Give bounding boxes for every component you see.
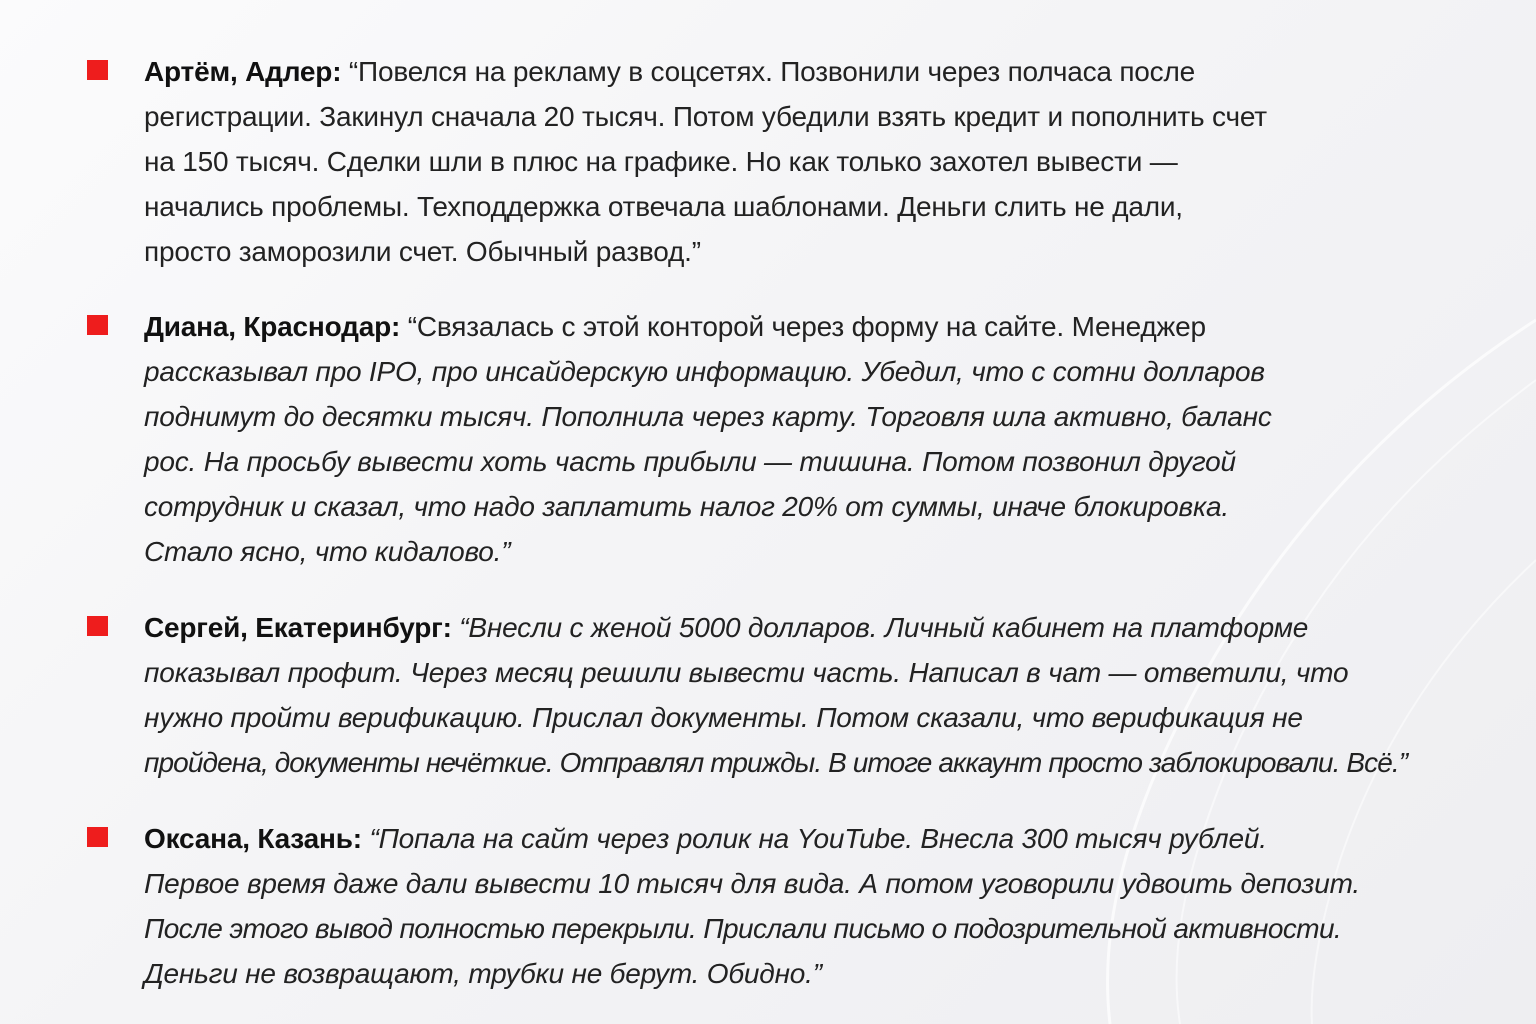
review-quote: “Попала на сайт через ролик на YouTube. Внесла 300 тысяч рублей. <box>369 823 1267 854</box>
review-text <box>144 605 1408 785</box>
review-line: пройдена, документы нечёткие. Отправлял трижды. В итоге аккаунт просто заблокировали. Всё.” <box>144 747 1408 778</box>
review-line: Стало ясно, что кидалово.” <box>144 536 511 567</box>
review-line: сотрудник и сказал, что надо заплатить налог 20% от суммы, иначе блокировка. <box>144 491 1229 522</box>
review-line: рассказывал про IPO, про инсайдерскую информацию. Убедил, что с сотни долларов <box>144 356 1265 387</box>
review-line <box>144 304 1394 349</box>
review-line <box>144 605 1394 650</box>
review-text <box>144 49 1394 274</box>
review-author: Сергей, Екатеринбург: <box>144 612 452 643</box>
review-line: рос. На просьбу вывести хоть часть прибыли — тишина. Потом позвонил другой <box>144 446 1236 477</box>
review-line: После этого вывод полностью перекрыли. Прислали письмо о подозрительной активности. <box>144 913 1342 944</box>
review-line: просто заморозили счет. Обычный развод.” <box>144 236 701 267</box>
review-line: Деньги не возвращают, трубки не берут. Обидно.” <box>144 958 822 989</box>
bullet-square-icon <box>87 827 108 847</box>
review-quote: “Повелся на рекламу в соцсетях. Позвонили через полчаса после <box>348 56 1195 87</box>
review-line: показывал профит. Через месяц решили вывести часть. Написал в чат — ответили, что <box>144 657 1349 688</box>
review-line: Первое время даже дали вывести 10 тысяч для вида. А потом уговорили удвоить депозит. <box>144 868 1360 899</box>
review-text <box>144 816 1394 996</box>
review-line <box>144 816 1394 861</box>
review-line <box>144 49 1394 94</box>
review-author: Артём, Адлер: <box>144 56 342 87</box>
bullet-square-icon <box>87 315 108 335</box>
review-author: Диана, Краснодар: <box>144 311 401 342</box>
review-line: поднимут до десятки тысяч. Пополнила через карту. Торговля шла активно, баланс <box>144 401 1272 432</box>
bullet-square-icon <box>87 616 108 636</box>
review-quote: “Внесли с женой 5000 долларов. Личный кабинет на платформе <box>459 612 1309 643</box>
review-line: нужно пройти верификацию. Прислал документы. Потом сказали, что верификация не <box>144 702 1303 733</box>
review-author: Оксана, Казань: <box>144 823 362 854</box>
review-line: на 150 тысяч. Сделки шли в плюс на графике. Но как только захотел вывести — <box>144 146 1178 177</box>
bullet-square-icon <box>87 60 108 80</box>
review-line: начались проблемы. Техподдержка отвечала шаблонами. Деньги слить не дали, <box>144 191 1183 222</box>
review-text <box>144 304 1394 574</box>
review-quote: “Связалась с этой конторой через форму на сайте. Менеджер <box>407 311 1206 342</box>
review-line: регистрации. Закинул сначала 20 тысяч. Потом убедили взять кредит и пополнить счет <box>144 101 1267 132</box>
